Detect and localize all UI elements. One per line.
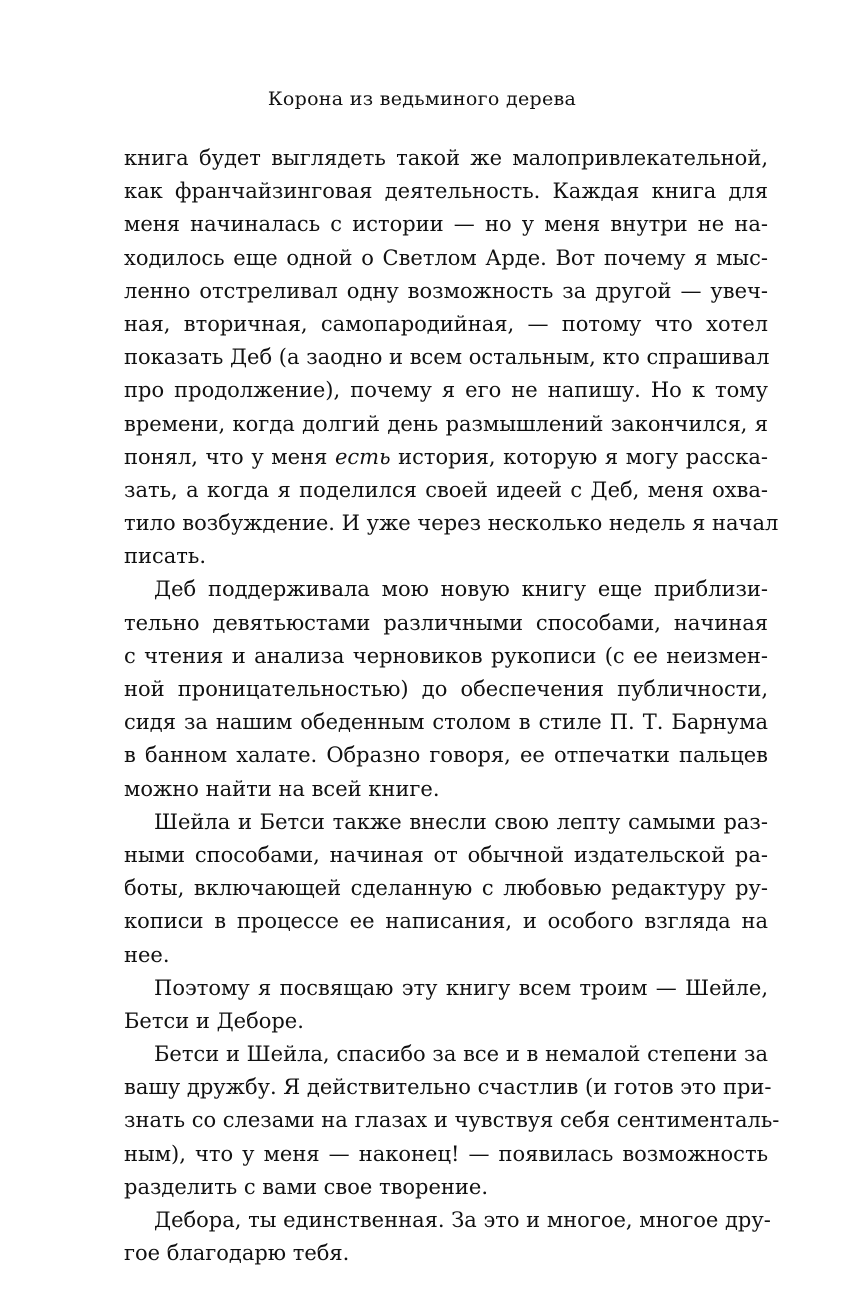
text-line: Деб поддерживала мою новую книгу еще приблизи-: [154, 577, 768, 602]
text-line: ная, вторичная, самопародийная, — потому что хотел: [124, 311, 768, 336]
text-line: тельно девятьюстами различными способами, начиная: [124, 610, 768, 635]
text-segment: история, которую я могу расска-: [390, 444, 769, 469]
body-text: [124, 142, 780, 1270]
text-line: [124, 441, 768, 474]
text-line: сидя за нашим обеденным столом в стиле П. Т. Барнума: [124, 710, 768, 735]
text-line: в банном халате. Образно говоря, ее отпечатки пальцев: [124, 743, 768, 768]
text-line: Бетси и Деборе.: [124, 1008, 304, 1033]
text-line: кописи в процессе ее написания, и особого взгляда на: [124, 909, 768, 934]
text-line: писать.: [124, 544, 207, 569]
paragraph: [124, 1204, 771, 1270]
text-line: ными способами, начиная от обычной издательской ра-: [124, 842, 768, 867]
text-line: вашу дружбу. Я действительно счастлив (и готов это при-: [124, 1075, 772, 1100]
text-line: с чтения и анализа черновиков рукописи (с ее неизмен-: [124, 643, 768, 668]
text-line: времени, когда долгий день размышлений закончился, я: [124, 411, 768, 436]
text-line: Бетси и Шейла, спасибо за все и в немалой степени за: [154, 1042, 768, 1067]
text-line: книга будет выглядеть такой же малопривлекательной,: [124, 146, 768, 170]
paragraph: [124, 806, 768, 972]
paragraph: [124, 1038, 780, 1204]
text-line: ходилось еще одной о Светлом Арде. Вот почему я мыс-: [124, 245, 768, 270]
text-line: знать со слезами на глазах и чувствуя себя сентименталь-: [124, 1108, 780, 1133]
running-title: Корона из ведьминого дерева: [267, 88, 577, 110]
text-line: гое благодарю тебя.: [124, 1241, 350, 1266]
text-line: про продолжение), почему я его не напишу. Но к тому: [124, 378, 768, 403]
paragraph: [124, 142, 779, 573]
paragraph: [124, 573, 768, 805]
text-line: как франчайзинговая деятельность. Каждая книга для: [124, 179, 768, 204]
text-line: Шейла и Бетси также внесли свою лепту самыми раз-: [154, 809, 768, 834]
text-line: ным), что у меня — наконец! — появилась возможность: [124, 1141, 768, 1166]
paragraph: [124, 972, 768, 1038]
text-line: нее.: [124, 942, 170, 967]
text-line: Поэтому я посвящаю эту книгу всем троим — Шейле,: [154, 975, 768, 1000]
text-line: боты, включающей сделанную с любовью редактуру ру-: [124, 876, 768, 901]
text-segment: понял, что у меня: [124, 444, 335, 469]
text-line: можно найти на всей книге.: [124, 776, 440, 801]
text-line: ленно отстреливал одну возможность за другой — увеч-: [124, 278, 768, 303]
text-line: зать, а когда я поделился своей идеей с Деб, меня охва-: [124, 477, 768, 502]
text-line: показать Деб (а заодно и всем остальным, кто спрашивал: [124, 345, 770, 370]
text-line: ной проницательностью) до обеспечения публичности,: [124, 677, 768, 701]
text-line: тило возбуждение. И уже через несколько недель я начал: [124, 511, 779, 536]
text-line: Дебора, ты единственная. За это и многое, многое дру-: [154, 1208, 771, 1232]
emphasis-word: есть: [334, 444, 391, 469]
text-line: разделить с вами свое творение.: [124, 1174, 489, 1199]
text-line: меня начиналась с истории — но у меня внутри не на-: [124, 212, 768, 237]
